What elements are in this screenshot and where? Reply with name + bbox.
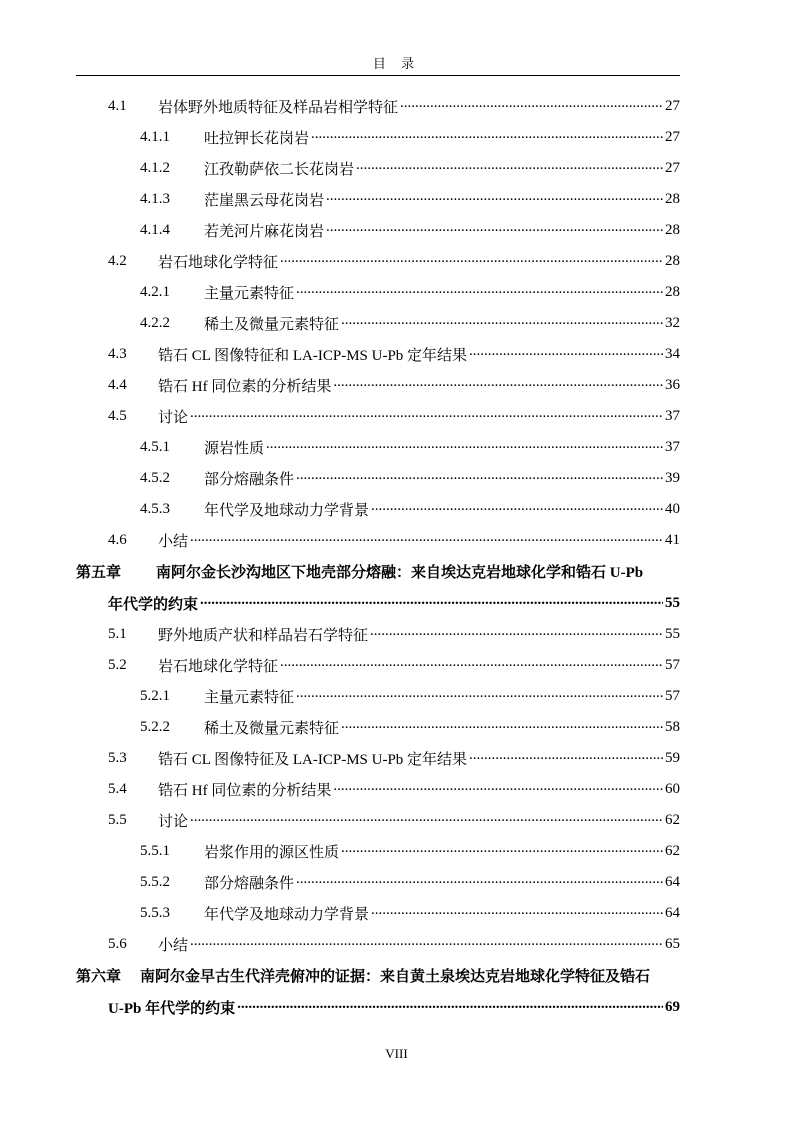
toc-number: 4.5.3 (140, 500, 170, 517)
toc-entry[interactable] (140, 681, 680, 711)
toc-number: 5.5 (108, 811, 127, 828)
toc-number: 4.1.1 (140, 128, 170, 145)
toc-entry[interactable] (140, 494, 680, 524)
toc-number: 5.2 (108, 656, 127, 673)
toc-number: 4.2.2 (140, 314, 170, 331)
toc-number: 5.6 (108, 935, 127, 952)
toc-leader (371, 898, 663, 928)
toc-leader (200, 588, 663, 618)
toc-leader (370, 619, 663, 649)
toc-chapter-entry[interactable] (76, 556, 680, 586)
page-number: VIII (385, 1046, 408, 1061)
toc-number: 4.5.1 (140, 438, 170, 455)
toc-title: 江孜勒萨依二长花岗岩 (204, 161, 355, 178)
toc-entry[interactable] (140, 122, 680, 152)
toc-title: 主量元素特征 (204, 285, 295, 302)
toc-number: 5.2.2 (140, 718, 170, 735)
toc-leader (356, 153, 663, 183)
toc-entry[interactable] (108, 929, 680, 959)
toc-leader (280, 246, 663, 276)
toc-entry[interactable] (140, 867, 680, 897)
toc-chapter-title: 年代学的约束 (108, 596, 199, 613)
header-rule (76, 75, 680, 76)
toc-page: 55 (665, 625, 680, 642)
toc-page: 28 (665, 283, 680, 300)
toc-leader (469, 339, 663, 369)
toc-leader (190, 401, 663, 431)
toc-entry[interactable] (108, 339, 680, 369)
toc-entry[interactable] (140, 308, 680, 338)
toc-number: 4.5.2 (140, 469, 170, 486)
toc-leader (333, 774, 663, 804)
toc-title: 年代学及地球动力学背景 (204, 502, 370, 519)
toc-title: 若羌河片麻花岗岩 (204, 223, 325, 240)
toc-page: 40 (665, 500, 680, 517)
toc-page: 39 (665, 469, 680, 486)
toc-title: 野外地质产状和样品岩石学特征 (158, 627, 369, 644)
toc-page: 62 (665, 811, 680, 828)
toc-entry[interactable] (108, 401, 680, 431)
toc-title: 部分熔融条件 (204, 875, 295, 892)
toc-number: 5.3 (108, 749, 127, 766)
toc-entry[interactable] (140, 184, 680, 214)
toc-leader (400, 91, 663, 121)
toc-title: 小结 (158, 937, 189, 954)
toc-entry[interactable] (108, 91, 680, 121)
toc-title: 小结 (158, 533, 189, 550)
toc-number: 4.2.1 (140, 283, 170, 300)
toc-entry[interactable] (140, 215, 680, 245)
toc-number: 5.5.3 (140, 904, 170, 921)
toc-number: 5.2.1 (140, 687, 170, 704)
toc-number: 4.1.3 (140, 190, 170, 207)
toc-page: 28 (665, 221, 680, 238)
toc-page: 57 (665, 656, 680, 673)
toc-leader (371, 494, 663, 524)
toc-entry[interactable] (140, 712, 680, 742)
toc-title: 吐拉钾长花岗岩 (204, 130, 310, 147)
toc-title: 部分熔融条件 (204, 471, 295, 488)
toc-leader (296, 463, 663, 493)
toc-leader (190, 805, 663, 835)
toc-chapter-entry[interactable] (76, 960, 680, 990)
toc-number: 5.4 (108, 780, 127, 797)
toc-page: 62 (665, 842, 680, 859)
toc-number: 4.3 (108, 345, 127, 362)
toc-entry[interactable] (140, 432, 680, 462)
toc-page: 28 (665, 252, 680, 269)
toc-page: 41 (665, 531, 680, 548)
toc-title: 锆石 Hf 同位素的分析结果 (158, 378, 332, 395)
toc-leader (311, 122, 663, 152)
toc-page: 27 (665, 159, 680, 176)
toc-title: 讨论 (158, 813, 189, 830)
toc-page: 57 (665, 687, 680, 704)
toc-leader (341, 836, 663, 866)
toc-leader (237, 992, 663, 1022)
toc-title: 主量元素特征 (204, 689, 295, 706)
toc-title: 锆石 Hf 同位素的分析结果 (158, 782, 332, 799)
toc-number: 4.6 (108, 531, 127, 548)
toc-entry[interactable] (140, 277, 680, 307)
toc-page: 55 (665, 594, 680, 611)
toc-leader (280, 650, 663, 680)
toc-page: 28 (665, 190, 680, 207)
toc-leader (333, 370, 663, 400)
toc-title: 岩石地球化学特征 (158, 254, 279, 271)
toc-entry[interactable] (108, 805, 680, 835)
toc-page: 34 (665, 345, 680, 362)
toc-page: 69 (665, 998, 680, 1015)
toc-leader (469, 743, 663, 773)
toc-entry[interactable] (140, 836, 680, 866)
toc-page: 37 (665, 438, 680, 455)
toc-title: 岩体野外地质特征及样品岩相学特征 (158, 99, 399, 116)
toc-title: 锆石 CL 图像特征和 LA-ICP-MS U-Pb 定年结果 (158, 347, 468, 364)
toc-leader (296, 277, 663, 307)
toc-page: 64 (665, 904, 680, 921)
toc-title: 岩石地球化学特征 (158, 658, 279, 675)
toc-number: 4.5 (108, 407, 127, 424)
toc-leader (326, 184, 663, 214)
toc-page: 65 (665, 935, 680, 952)
toc-page: 37 (665, 407, 680, 424)
toc-leader (266, 432, 663, 462)
toc-chapter-entry-continued[interactable] (108, 992, 680, 1022)
toc-page: 27 (665, 97, 680, 114)
toc-title: 源岩性质 (204, 440, 265, 457)
toc-leader (341, 712, 663, 742)
toc-number: 5.1 (108, 625, 127, 642)
toc-chapter-number: 第五章 (76, 564, 122, 581)
toc-title: 锆石 CL 图像特征及 LA-ICP-MS U-Pb 定年结果 (158, 751, 468, 768)
toc-page: 58 (665, 718, 680, 735)
toc-number: 4.1.4 (140, 221, 170, 238)
toc-chapter-title: U-Pb 年代学的约束 (108, 1000, 236, 1017)
toc-number: 4.2 (108, 252, 127, 269)
toc-leader (326, 215, 663, 245)
toc-number: 5.5.2 (140, 873, 170, 890)
toc-title: 年代学及地球动力学背景 (204, 906, 370, 923)
toc-entry[interactable] (108, 650, 680, 680)
toc-title: 茫崖黑云母花岗岩 (204, 192, 325, 209)
toc-title: 讨论 (158, 409, 189, 426)
toc-entry[interactable] (108, 619, 680, 649)
toc-entry[interactable] (108, 774, 680, 804)
toc-entry[interactable] (108, 246, 680, 276)
toc-entry[interactable] (140, 463, 680, 493)
toc-page: 32 (665, 314, 680, 331)
toc-title: 岩浆作用的源区性质 (204, 844, 340, 861)
toc-entry[interactable] (108, 743, 680, 773)
toc-number: 5.5.1 (140, 842, 170, 859)
toc-page: 64 (665, 873, 680, 890)
toc-chapter-number: 第六章 (76, 968, 122, 985)
toc-entry[interactable] (108, 370, 680, 400)
toc-leader (341, 308, 663, 338)
toc-chapter-title: 南阿尔金长沙沟地区下地壳部分熔融：来自埃达克岩地球化学和锆石 U-Pb (156, 564, 644, 581)
toc-leader (190, 929, 663, 959)
toc-chapter-title: 南阿尔金早古生代洋壳俯冲的证据：来自黄土泉埃达克岩地球化学特征及锆石 (140, 968, 651, 985)
toc-leader (296, 867, 663, 897)
toc-leader (296, 681, 663, 711)
running-header: 目 录 (372, 56, 421, 71)
toc-page: 36 (665, 376, 680, 393)
toc-page: 27 (665, 128, 680, 145)
toc-chapter-entry-continued[interactable] (108, 588, 680, 618)
toc-title: 稀土及微量元素特征 (204, 316, 340, 333)
toc-page: 59 (665, 749, 680, 766)
toc-number: 4.1.2 (140, 159, 170, 176)
toc-page: 60 (665, 780, 680, 797)
toc-entry[interactable] (108, 525, 680, 555)
toc-leader (190, 525, 663, 555)
toc-entry[interactable] (140, 153, 680, 183)
toc-number: 4.1 (108, 97, 127, 114)
toc-number: 4.4 (108, 376, 127, 393)
toc-entry[interactable] (140, 898, 680, 928)
toc-title: 稀土及微量元素特征 (204, 720, 340, 737)
